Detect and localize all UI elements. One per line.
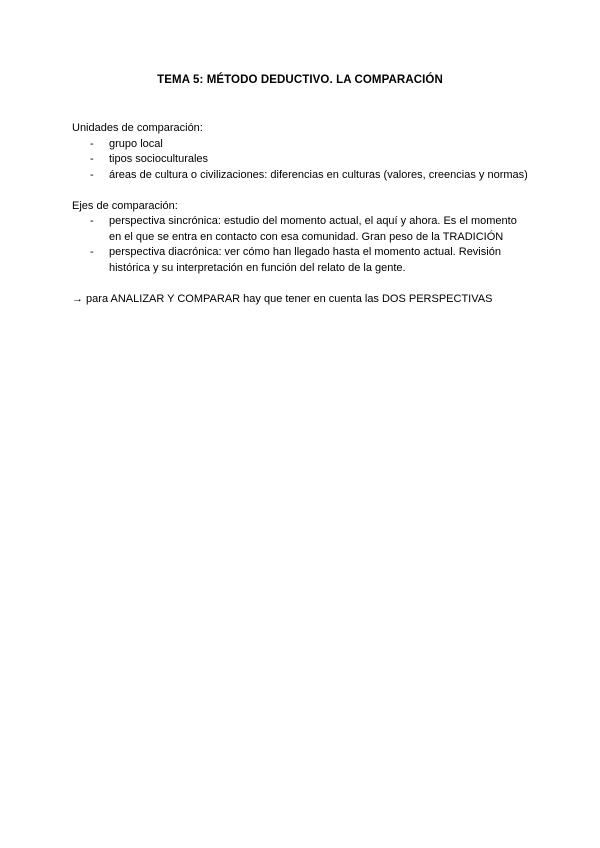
list-item	[72, 137, 532, 153]
list-item-text: áreas de cultura o civilizaciones: diferencias en culturas (valores, creencias y normas)	[109, 168, 528, 181]
list-item-text: perspectiva sincrónica: estudio del momento actual, el aquí y ahora. Es el momento en el que se entra en contacto con esa comunidad. Gran peso de la TRADICIÓN	[109, 215, 517, 243]
bullet-list	[72, 214, 532, 276]
document-title: TEMA 5: MÉTODO DEDUCTIVO. LA COMPARACIÓN	[157, 74, 443, 86]
dash-bullet: -	[90, 246, 94, 258]
document-body	[72, 121, 532, 307]
list-item	[72, 152, 532, 168]
dash-bullet: -	[90, 153, 94, 165]
bullet-list	[72, 137, 532, 184]
spacer	[72, 276, 532, 292]
list-item-text: tipos socioculturales	[109, 153, 209, 165]
dash-bullet: -	[90, 137, 94, 150]
list-item-text: perspectiva diacrónica: ver cómo han llegado hasta el momento actual. Revisión histórica y su interpretación en función del relato de la gente.	[109, 246, 501, 274]
section-unidades	[72, 121, 532, 183]
conclusion-text: → para ANALIZAR Y COMPARAR hay que tener en cuenta las DOS PERSPECTIVAS	[72, 292, 493, 305]
list-item-text: grupo local	[109, 137, 163, 150]
list-item	[72, 168, 532, 184]
list-item	[72, 214, 532, 245]
section-ejes	[72, 199, 532, 277]
list-item	[72, 245, 532, 276]
dash-bullet: -	[90, 168, 94, 181]
section-heading: Ejes de comparación:	[72, 199, 178, 212]
spacer	[72, 183, 532, 199]
section-heading: Unidades de comparación:	[72, 122, 203, 134]
dash-bullet: -	[90, 215, 94, 227]
